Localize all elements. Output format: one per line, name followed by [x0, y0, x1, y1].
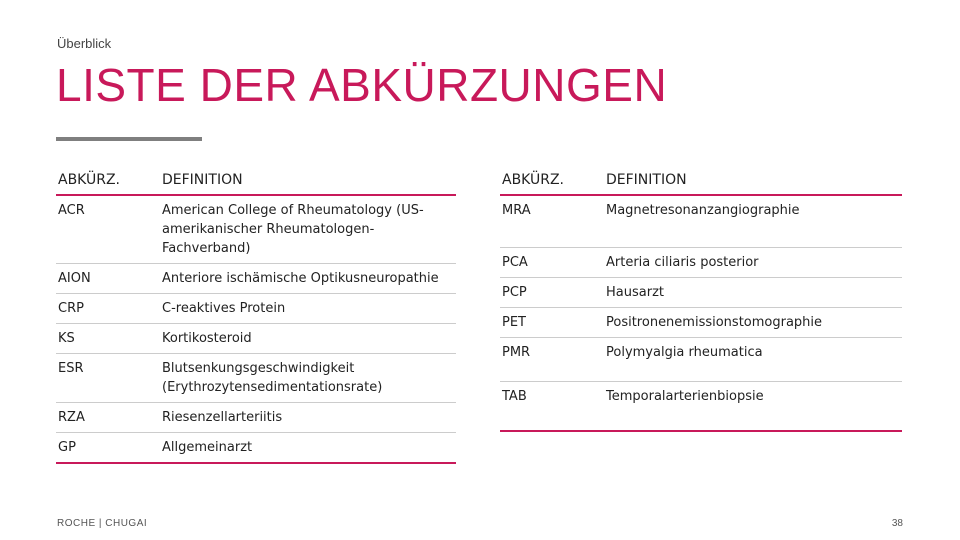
definition-cell: Polymyalgia rheumatica — [606, 345, 763, 360]
definition-cell: Magnetresonanzangiographie — [606, 203, 800, 218]
abbreviation-cell: PCP — [502, 285, 527, 300]
definition-cell: Kortikosteroid — [162, 331, 252, 346]
page-title: LISTE DER ABKÜRZUNGEN — [56, 59, 668, 111]
abbreviation-cell: PCA — [502, 255, 528, 270]
column-header-definition: DEFINITION — [162, 171, 243, 188]
definition-cell: Anteriore ischämische Optikusneuropathie — [162, 271, 439, 286]
abbreviation-cell: ACR — [58, 203, 85, 218]
abbreviation-cell: CRP — [58, 301, 84, 316]
definition-cell: Allgemeinarzt — [162, 440, 253, 455]
table-row — [56, 196, 456, 264]
table-row — [56, 403, 456, 433]
abbreviation-cell: PMR — [502, 345, 531, 360]
abbreviation-table-right — [500, 166, 902, 432]
definition-cell: Arteria ciliaris posterior — [606, 255, 759, 270]
abbreviation-cell: PET — [502, 315, 526, 330]
table-row — [500, 278, 902, 308]
abbreviation-cell: GP — [58, 440, 76, 455]
table-row — [56, 264, 456, 294]
column-header-abbreviation: ABKÜRZ. — [502, 172, 565, 188]
abbreviation-cell: TAB — [502, 389, 527, 404]
table-row — [56, 294, 456, 324]
page-number: 38 — [891, 518, 903, 529]
definition-cell: C-reaktives Protein — [162, 301, 286, 316]
table-row — [500, 196, 902, 248]
title-underline — [56, 137, 202, 141]
definition-cell: Blutsenkungsgeschwindigkeit (Erythrozytensedimentationsrate) — [162, 361, 383, 395]
eyebrow-label: Überblick — [57, 36, 112, 51]
table-row — [56, 354, 456, 403]
abbreviation-cell: KS — [58, 331, 75, 346]
abbreviation-cell: RZA — [58, 410, 85, 425]
abbreviation-table-left — [56, 166, 456, 464]
abbreviation-cell: ESR — [58, 361, 84, 376]
definition-cell: American College of Rheumatology (US-amerikanischer Rheumatologen-Fachverband) — [162, 203, 424, 256]
abbreviation-cell: MRA — [502, 203, 531, 218]
footer-brand: ROCHE | CHUGAI — [57, 518, 148, 529]
table-row — [500, 338, 902, 382]
definition-cell: Positronenemissionstomographie — [606, 315, 823, 330]
table-row — [500, 382, 902, 432]
table-header — [56, 166, 456, 196]
table-row — [500, 308, 902, 338]
table-header — [500, 166, 902, 196]
definition-cell: Riesenzellarteriitis — [162, 410, 283, 425]
table-row — [56, 324, 456, 354]
table-row — [500, 248, 902, 278]
definition-cell: Temporalarterienbiopsie — [606, 389, 764, 404]
abbreviation-cell: AION — [58, 271, 91, 286]
column-header-abbreviation: ABKÜRZ. — [58, 172, 121, 188]
column-header-definition: DEFINITION — [606, 171, 687, 188]
table-row — [56, 433, 456, 464]
definition-cell: Hausarzt — [606, 285, 664, 300]
